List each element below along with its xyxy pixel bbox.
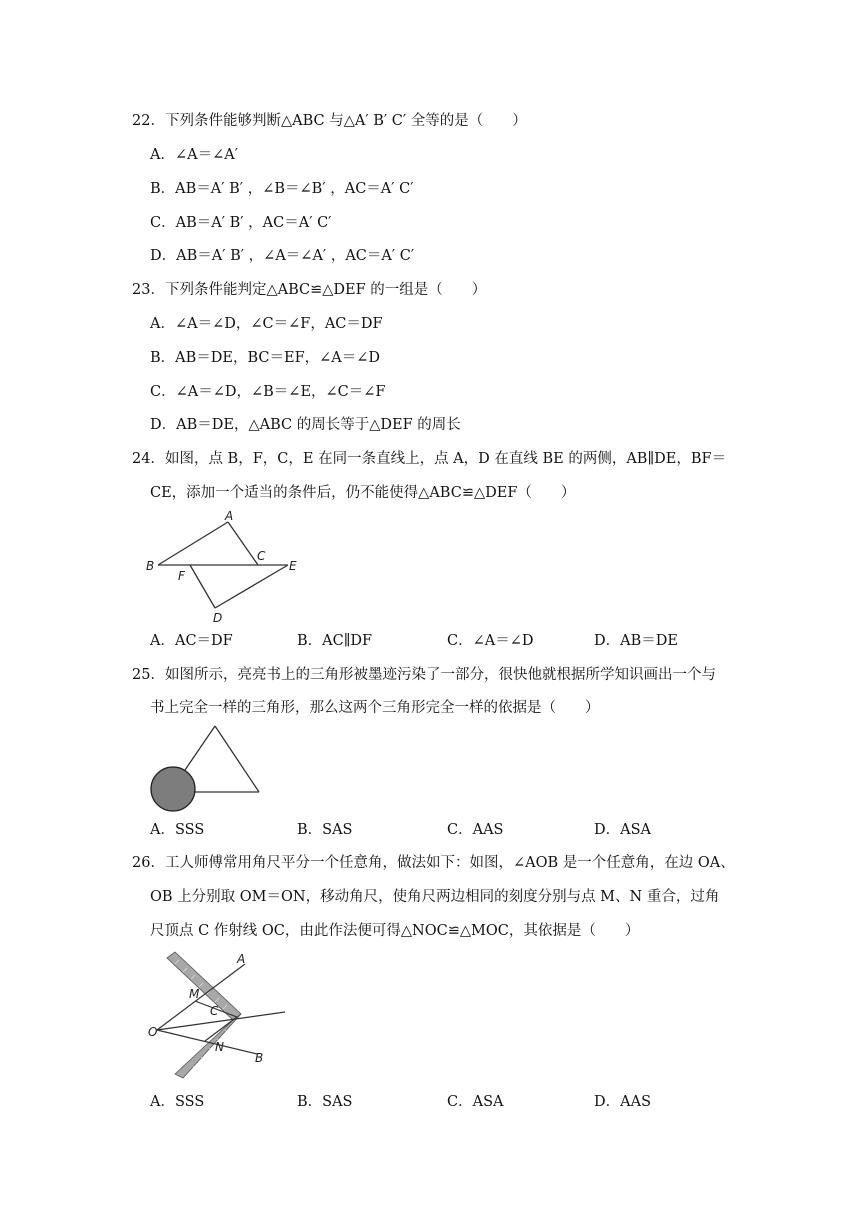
q26-stem-line1: 26．工人师傅常用角尺平分一个任意角，做法如下：如图，∠AOB 是一个任意角，在边 OA、 bbox=[132, 855, 735, 871]
q25-triangle-right-side bbox=[215, 726, 259, 792]
q25-option-b[interactable]: B．SAS bbox=[297, 822, 353, 838]
q23-option-a[interactable]: A．∠A＝∠D，∠C＝∠F，AC＝DF bbox=[150, 316, 383, 332]
q26-label-b: B bbox=[255, 1051, 264, 1065]
q24-option-b[interactable]: B．AC∥DF bbox=[297, 633, 373, 649]
q26-label-a: A bbox=[237, 952, 246, 966]
q24-label-b: B bbox=[146, 559, 155, 573]
q26-options bbox=[0, 1092, 860, 1112]
q26-ray-oa bbox=[157, 964, 245, 1030]
q25-option-a[interactable]: A．SSS bbox=[150, 822, 205, 838]
q24-label-e: E bbox=[289, 559, 297, 573]
q24-label-c: C bbox=[257, 549, 266, 563]
q24-line-fd bbox=[190, 565, 215, 608]
q24-label-d: D bbox=[213, 611, 223, 625]
q26-label-o: O bbox=[148, 1025, 158, 1039]
q23-stem: 23．下列条件能判定△ABC≌△DEF 的一组是（ ） bbox=[132, 282, 487, 298]
q24-stem-line1: 24．如图，点 B，F，C，E 在同一条直线上，点 A，D 在直线 BE 的两侧，AB∥DE，BF＝ bbox=[132, 451, 727, 467]
q24-line-de bbox=[215, 565, 288, 608]
q24-option-d[interactable]: D．AB＝DE bbox=[594, 633, 678, 649]
q23-option-d[interactable]: D．AB＝DE，△ABC 的周长等于△DEF 的周长 bbox=[150, 417, 461, 433]
q26-ray-oc bbox=[157, 1012, 285, 1030]
q25-stem-line1: 25．如图所示，亮亮书上的三角形被墨迹污染了一部分，很快他就根据所学知识画出一个与 bbox=[132, 667, 716, 683]
q25-ink-blot bbox=[151, 767, 195, 811]
q25-option-c[interactable]: C．AAS bbox=[447, 822, 504, 838]
q22-option-c[interactable]: C．AB＝A′ B′ ，AC＝A′ C′ bbox=[150, 215, 332, 231]
q26-label-m: M bbox=[189, 987, 200, 1001]
q24-line-ac bbox=[228, 522, 258, 565]
q22-option-b[interactable]: B．AB＝A′ B′ ，∠B＝∠B′ ，AC＝A′ C′ bbox=[150, 181, 414, 197]
q26-stem-line3: 尺顶点 C 作射线 OC，由此作法便可得△NOC≌△MOC，其依据是（ ） bbox=[150, 923, 640, 939]
q25-figure bbox=[145, 722, 270, 817]
q24-option-a[interactable]: A．AC＝DF bbox=[150, 633, 233, 649]
q26-figure bbox=[145, 950, 290, 1082]
q24-label-a: A bbox=[225, 509, 234, 523]
q26-stem-line2: OB 上分别取 OM＝ON，移动角尺，使角尺两边相同的刻度分别与点 M、N 重合，过角 bbox=[150, 889, 720, 905]
q24-figure bbox=[140, 505, 310, 630]
q26-ruler-lower-arm bbox=[175, 1014, 241, 1078]
q24-label-f: F bbox=[178, 569, 185, 583]
q25-stem-line2: 书上完全一样的三角形，那么这两个三角形完全一样的依据是（ ） bbox=[150, 700, 600, 716]
q26-option-a[interactable]: A．SSS bbox=[150, 1094, 205, 1110]
q25-option-d[interactable]: D．ASA bbox=[594, 822, 652, 838]
q24-option-c[interactable]: C．∠A＝∠D bbox=[447, 633, 534, 649]
q23-option-c[interactable]: C．∠A＝∠D，∠B＝∠E，∠C＝∠F bbox=[150, 384, 386, 400]
q23-option-b[interactable]: B．AB＝DE，BC＝EF，∠A＝∠D bbox=[150, 350, 381, 366]
q26-ruler-upper-arm bbox=[167, 952, 241, 1020]
q25-triangle-left-side bbox=[185, 726, 215, 770]
q26-option-b[interactable]: B．SAS bbox=[297, 1094, 353, 1110]
q26-label-c: C bbox=[210, 1004, 219, 1018]
q22-option-a[interactable]: A．∠A＝∠A′ bbox=[150, 147, 239, 163]
q24-options bbox=[0, 631, 860, 651]
q24-line-ba bbox=[158, 522, 228, 565]
q24-stem-line2: CE，添加一个适当的条件后，仍不能使得△ABC≌△DEF（ ） bbox=[150, 485, 576, 501]
q26-option-d[interactable]: D．AAS bbox=[594, 1094, 652, 1110]
q22-stem: 22．下列条件能够判断△ABC 与△A′ B′ C′ 全等的是（ ） bbox=[132, 113, 527, 129]
q25-options bbox=[0, 820, 860, 840]
q26-label-n: N bbox=[215, 1040, 224, 1054]
q26-option-c[interactable]: C．ASA bbox=[447, 1094, 504, 1110]
q22-option-d[interactable]: D．AB＝A′ B′ ，∠A＝∠A′ ，AC＝A′ C′ bbox=[150, 248, 415, 264]
